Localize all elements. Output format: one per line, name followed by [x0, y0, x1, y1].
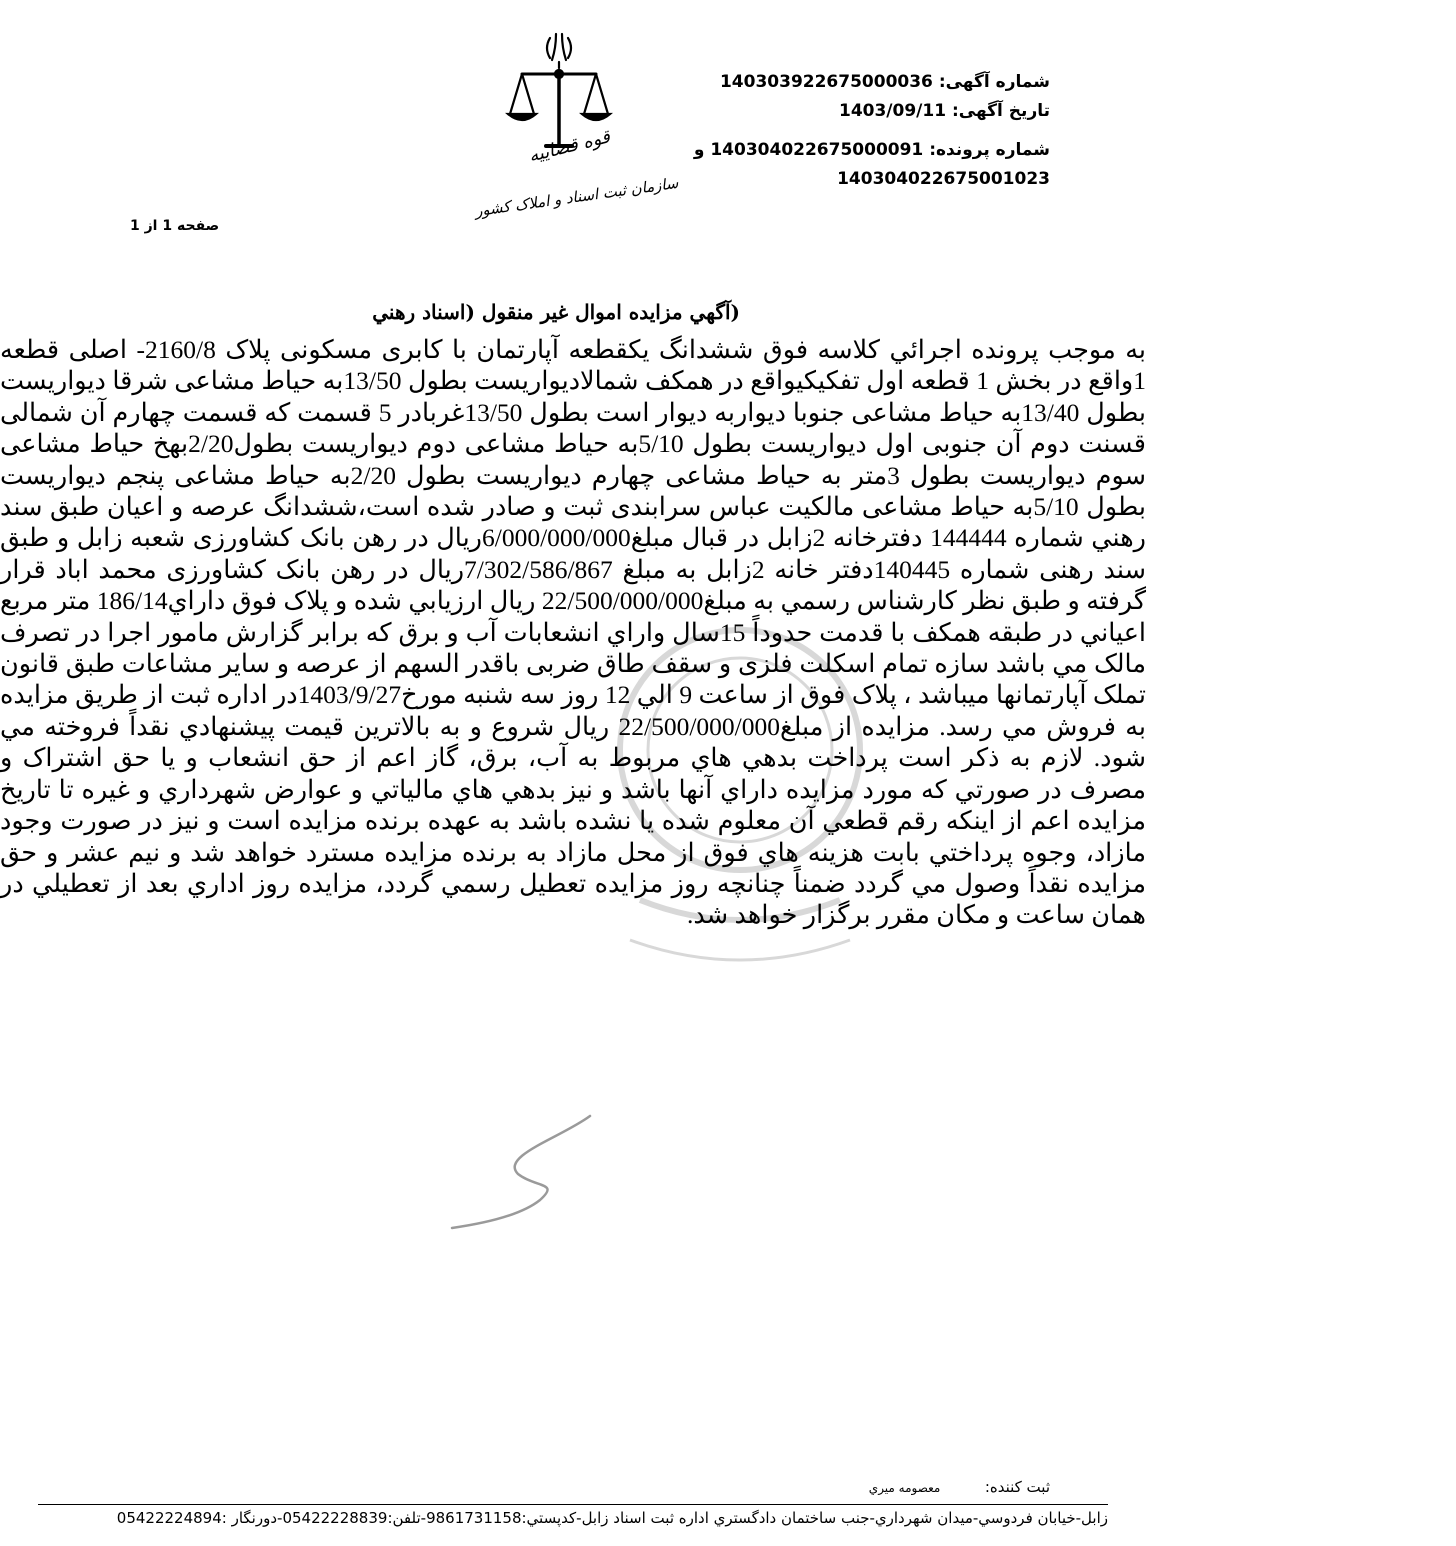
- case-number-2: 140304022675001023: [837, 169, 1050, 189]
- notice-number-label: شماره آگهی:: [938, 72, 1050, 92]
- notice-number: 140303922675000036: [719, 72, 933, 92]
- judiciary-emblem: [470, 28, 680, 221]
- registrar: [869, 1478, 1050, 1496]
- case-number-1: 140304022675000091 و: [693, 140, 924, 160]
- notice-date: 1403/09/11: [838, 101, 947, 121]
- notice-date-label: تاریخ آگهی:: [951, 101, 1050, 121]
- notice-date-row: [710, 97, 1050, 126]
- organization-text: سازمان ثبت اسناد و املاک کشور: [473, 173, 680, 221]
- notice-meta: [693, 68, 1050, 194]
- case-number-row-2: [710, 165, 1050, 194]
- notice-number-row: [710, 68, 1050, 97]
- notice-content: [0, 300, 1160, 931]
- judiciary-text: قوه قضاییه: [526, 126, 613, 167]
- handwritten-signature-icon: [440, 1108, 610, 1238]
- footer-divider: [38, 1504, 1108, 1505]
- notice-body: به موجب پرونده اجرائي کلاسه فوق ششدانگ يکقطعه آپارتمان با کابری مسکونی پلاک 2160/8- اصلی قطعه 1واقع در بخش 1 قطعه اول تفکيکيواقع در همکف شمالاديواريست بطول 13/50به حياط مشاعی شرقا ديواريست بطول 13/40به حياط مشاعی جنوبا ديواربه ديوار است بطول 13/50غربادر 5 قسمت که قسمت چهارم آن شمالی قسنت دوم آن جنوبی اول ديواريست بطول 5/10به حياط مشاعی دوم ديواريست بطول2/20بهخ حياط مشاعی سوم ديواريست بطول 3متر به حياط مشاعی چهارم ديواريست بطول 2/20به حياط مشاعی پنجم ديواريست بطول 5/10به حياط مشاعی مالکيت عباس سرابندی ثبت و صادر شده است،ششدانگ عرصه و اعيان طبق سند رهني شماره 144444 دفترخانه 2زابل در قبال مبلغ6/000/000/000ريال در رهن بانک کشاورزی شعبه زابل و طبق سند رهنی شماره 140445دفتر خانه 2زابل به مبلغ 7/302/586/867ريال در رهن بانک کشاورزی محمد اباد قرار گرفته و طبق نظر کارشناس رسمي به مبلغ22/500/000/000 ريال ارزيابي شده و پلاک فوق داراي186/14 متر مربع اعياني در طبقه همکف با قدمت حدوداً 15سال واراي انشعابات آب و برق که برابر گزارش مامور اجرا در تصرف مالک مي باشد سازه تمام اسکلت فلزی و سقف طاق ضربی باقدر السهم از عرصه و ساير مشاعات طبق قانون تملک آپارتمانها ميباشد ، پلاک فوق از ساعت 9 الي 12 روز سه شنبه مورخ1403/9/27در اداره ثبت از طريق مزايده به فروش مي رسد. مزايده از مبلغ22/500/000/000 ريال شروع و به بالاترين قيمت پيشنهادي نقداً فروخته مي شود. لازم به ذکر است پرداخت بدهي هاي مربوط به آب، برق، گاز اعم از حق انشعاب و يا حق اشتراک و مصرف در صورتي که مورد مزايده داراي آنها باشد و نيز بدهي هاي مالياتي و عوارض شهرداري و غيره تا تاريخ مزايده اعم از اينکه رقم قطعي آن معلوم شده يا نشده باشد به عهده برنده مزايده است و نيز در صورت وجود مازاد، وجوه پرداختي بابت هزينه هاي فوق از محل مازاد به برنده مزايده مسترد خواهد شد و نيم عشر و حق مزايده نقداً وصول مي گردد ضمناً چنانچه روز مزايده تعطيل رسمي گردد، مزايده روز اداري بعد از تعطيلي در همان ساعت و مکان مقرر برگزار خواهد شد.: [0, 335, 1147, 930]
- page-info: صفحه 1 از 1: [130, 218, 220, 234]
- footer-address: زابل-خيابان فردوسي-ميدان شهرداري-جنب ساختمان دادگستري اداره ثبت اسناد زابل-کدپستي:9861731158-تلفن:05422228839-دورنگار :05422224894: [116, 1509, 1108, 1527]
- registrar-label: ثبت کننده:: [984, 1478, 1050, 1496]
- notice-title: (آگهي مزايده اموال غير منقول (اسناد رهني: [372, 300, 740, 324]
- registrar-name: معصومه ميري: [868, 1481, 941, 1495]
- case-number-label: شماره پرونده:: [929, 140, 1050, 160]
- case-number-row: [693, 136, 1050, 165]
